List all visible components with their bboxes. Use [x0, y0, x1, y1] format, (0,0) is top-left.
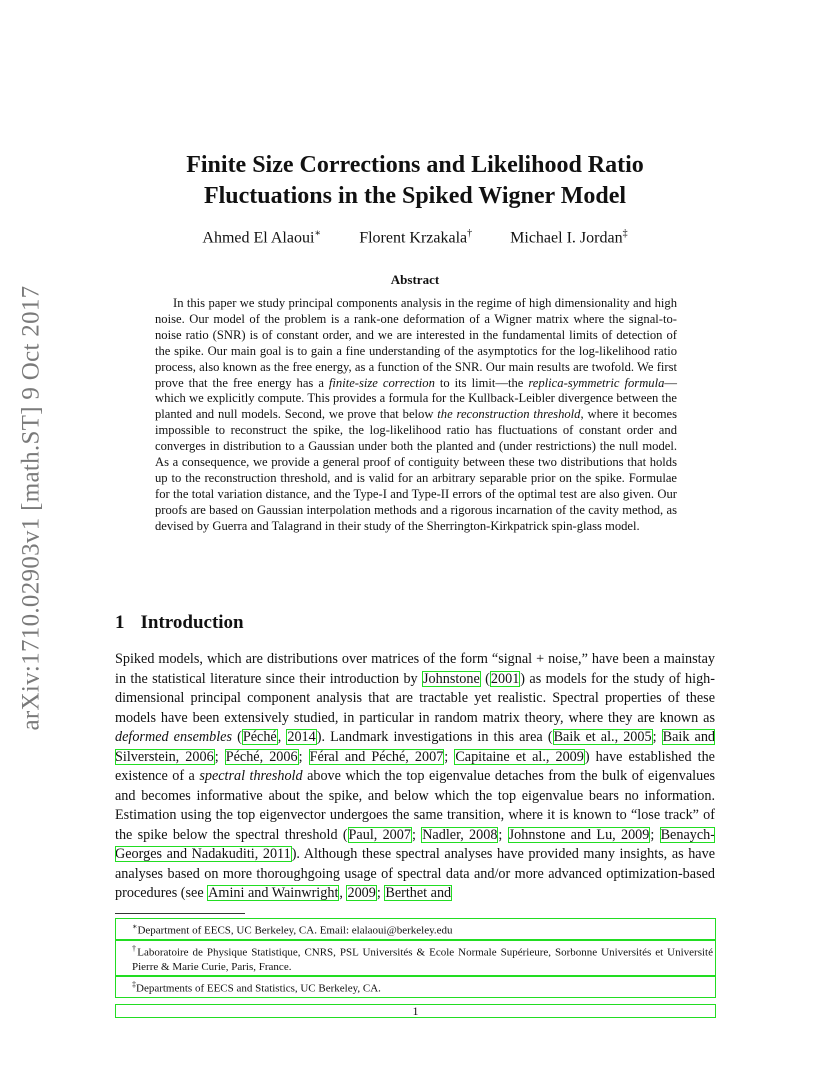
abstract-body: [155, 296, 677, 535]
author-footnote-mark: †: [467, 228, 473, 239]
page-number[interactable]: 1: [115, 1004, 716, 1018]
intro-text: ;: [498, 826, 508, 843]
intro-text: ;: [411, 826, 422, 843]
abstract-emphasis: replica-symmetric formula: [528, 375, 665, 390]
citation-link[interactable]: Paul, 2007: [348, 826, 411, 843]
author-name: Michael I. Jordan: [510, 229, 623, 247]
citation-link[interactable]: Baik et al., 2005: [553, 729, 652, 745]
citation-link[interactable]: Berthet and: [385, 885, 452, 901]
citation-link[interactable]: 2001: [490, 670, 520, 687]
footnotes: [115, 918, 716, 998]
footnote-affiliation[interactable]: [115, 940, 716, 977]
footnote-mark: ‡: [132, 980, 136, 990]
author: [359, 228, 472, 247]
arxiv-identifier-stamp: [14, 283, 48, 733]
section-title: Introduction: [140, 612, 244, 633]
citation-link[interactable]: 2014: [287, 729, 316, 745]
intro-text: above which the top eigenvalue detaches from the bulk of eigenvalues and becomes informative about the spike, and below which the top eigenvalue bears no information. Estimation using the top eigenvector undergoes the same transition, where it is known to “lose track” of the spike below the spectral threshold (: [115, 768, 716, 843]
abstract-emphasis: the reconstruction threshold: [437, 407, 581, 422]
paper-title: [115, 150, 715, 212]
footnote-text: Department of EECS, UC Berkeley, CA. Email: elalaoui@berkeley.edu: [137, 924, 453, 937]
footnote-text: Departments of EECS and Statistics, UC Berkeley, CA.: [136, 982, 381, 995]
intro-text: ,: [339, 885, 347, 901]
intro-text: ) have established the existence of a: [115, 748, 715, 784]
abstract-text: In this paper we study principal components analysis in the regime of high dimensionality and high noise. Our model of the problem is a rank-one deformation of a Wigner matrix where the signal-to-noise ratio (SNR) is of constant order, and we are interested in the fundamental limits of detection of the spike. Our main goal is to gain a fine understanding of the asymptotics for the log-likelihood ratio process, also known as the free energy, as a function of the SNR. Our main results are twofold. We first prove that the free energy has a: [155, 296, 677, 390]
abstract-text: to its limit—the: [434, 375, 529, 390]
abstract-text: —which we explicitly compute. This provides a formula for the Kullback-Leibler divergence between the planted and null models. Second, we prove that below: [155, 375, 677, 422]
intro-emphasis: deformed ensembles: [115, 729, 232, 745]
section-number: 1: [115, 612, 125, 633]
intro-text: ;: [650, 826, 660, 843]
footnote-mark: ∗: [132, 922, 138, 931]
author-name: Florent Krzakala: [359, 229, 468, 247]
abstract-emphasis: finite-size correction: [328, 375, 435, 390]
citation-link[interactable]: Baik and Silverstein, 2006: [115, 729, 716, 765]
author-list: [115, 228, 715, 247]
citation-link[interactable]: 2009: [347, 885, 376, 901]
intro-text: ). Although these spectral analyses have provided many insights, as have analyses based on more thoroughgoing usage of spectral data and/or more advanced optimization-based procedures (see: [115, 846, 716, 901]
author-name: Ahmed El Alaoui: [202, 229, 315, 247]
abstract-heading: Abstract: [390, 272, 440, 287]
citation-link[interactable]: Nadler, 2008: [422, 826, 498, 843]
citation-link[interactable]: Féral and Péché, 2007: [309, 748, 444, 765]
footnote-separator: [115, 913, 245, 914]
footnote-mark: †: [132, 943, 138, 953]
intro-text: Spiked models, which are distributions over matrices of the form “signal + noise,” have been a mainstay in the statistical literature since their introduction by: [115, 651, 715, 687]
author: [202, 228, 321, 247]
footnote-affiliation[interactable]: [115, 918, 716, 940]
intro-text: ) as models for the study of high-dimensional principal component analysis that are tractable yet realistic. Spectral properties of these models have been extensively studied, in particular in random matrix theory, where they are known as: [115, 670, 715, 726]
introduction-paragraph: [115, 650, 715, 904]
author-footnote-mark: ∗: [314, 228, 322, 239]
citation-link[interactable]: Capitaine et al., 2009: [455, 748, 584, 765]
intro-text: ;: [376, 885, 385, 901]
citation-link[interactable]: Johnstone and Lu, 2009: [508, 826, 650, 843]
intro-text: ;: [652, 729, 662, 745]
paper-title-line-1: Finite Size Corrections and Likelihood Ratio: [186, 152, 644, 178]
footnote-text: Laboratoire de Physique Statistique, CNRS, PSL Universités & Ecole Normale Supérieure, Sorbonne Universités et Université Pierre & Marie Curie, Paris, France.: [132, 946, 713, 974]
citation-link[interactable]: Benaych-Georges and Nadakuditi, 2011: [115, 826, 715, 862]
arxiv-identifier-text: arXiv:1710.02903v1 [math.ST] 9 Oct 2017: [17, 285, 45, 731]
section-heading: [115, 612, 244, 634]
intro-text: (: [480, 670, 490, 687]
citation-link[interactable]: Péché: [242, 729, 277, 745]
author: [510, 228, 627, 247]
intro-emphasis: spectral threshold: [199, 768, 303, 784]
citation-link[interactable]: Péché, 2006: [225, 748, 298, 765]
intro-text: (: [232, 729, 242, 745]
intro-text: ;: [214, 748, 225, 765]
intro-text: ;: [444, 748, 455, 765]
intro-text: ;: [298, 748, 309, 765]
footnote-affiliation[interactable]: [115, 976, 716, 998]
intro-text: ). Landmark investigations in this area (: [316, 729, 553, 745]
author-footnote-mark: ‡: [622, 228, 628, 239]
citation-link[interactable]: Amini and Wainwright: [208, 885, 339, 901]
citation-link[interactable]: Johnstone: [423, 670, 480, 687]
abstract-text: , where it becomes impossible to reconstruct the spike, the log-likelihood ratio has fluctuations of constant order and converges in distribution to a Gaussian under both the planted and (under restrictions) the null model. As a consequence, we provide a general proof of contiguity between these two distributions that holds up to the reconstruction threshold, and is valid for an arbitrary separable prior on the spike. Formulae for the total variation distance, and the Type-I and Type-II errors of the optimal test are also given. Our proofs are based on Gaussian interpolation methods and a rigorous incarnation of the cavity method, as devised by Guerra and Talagrand in their study of the Sherrington-Kirkpatrick spin-glass model.: [155, 407, 677, 533]
intro-text: ,: [277, 729, 287, 745]
paper-title-line-2: Fluctuations in the Spiked Wigner Model: [203, 183, 627, 209]
